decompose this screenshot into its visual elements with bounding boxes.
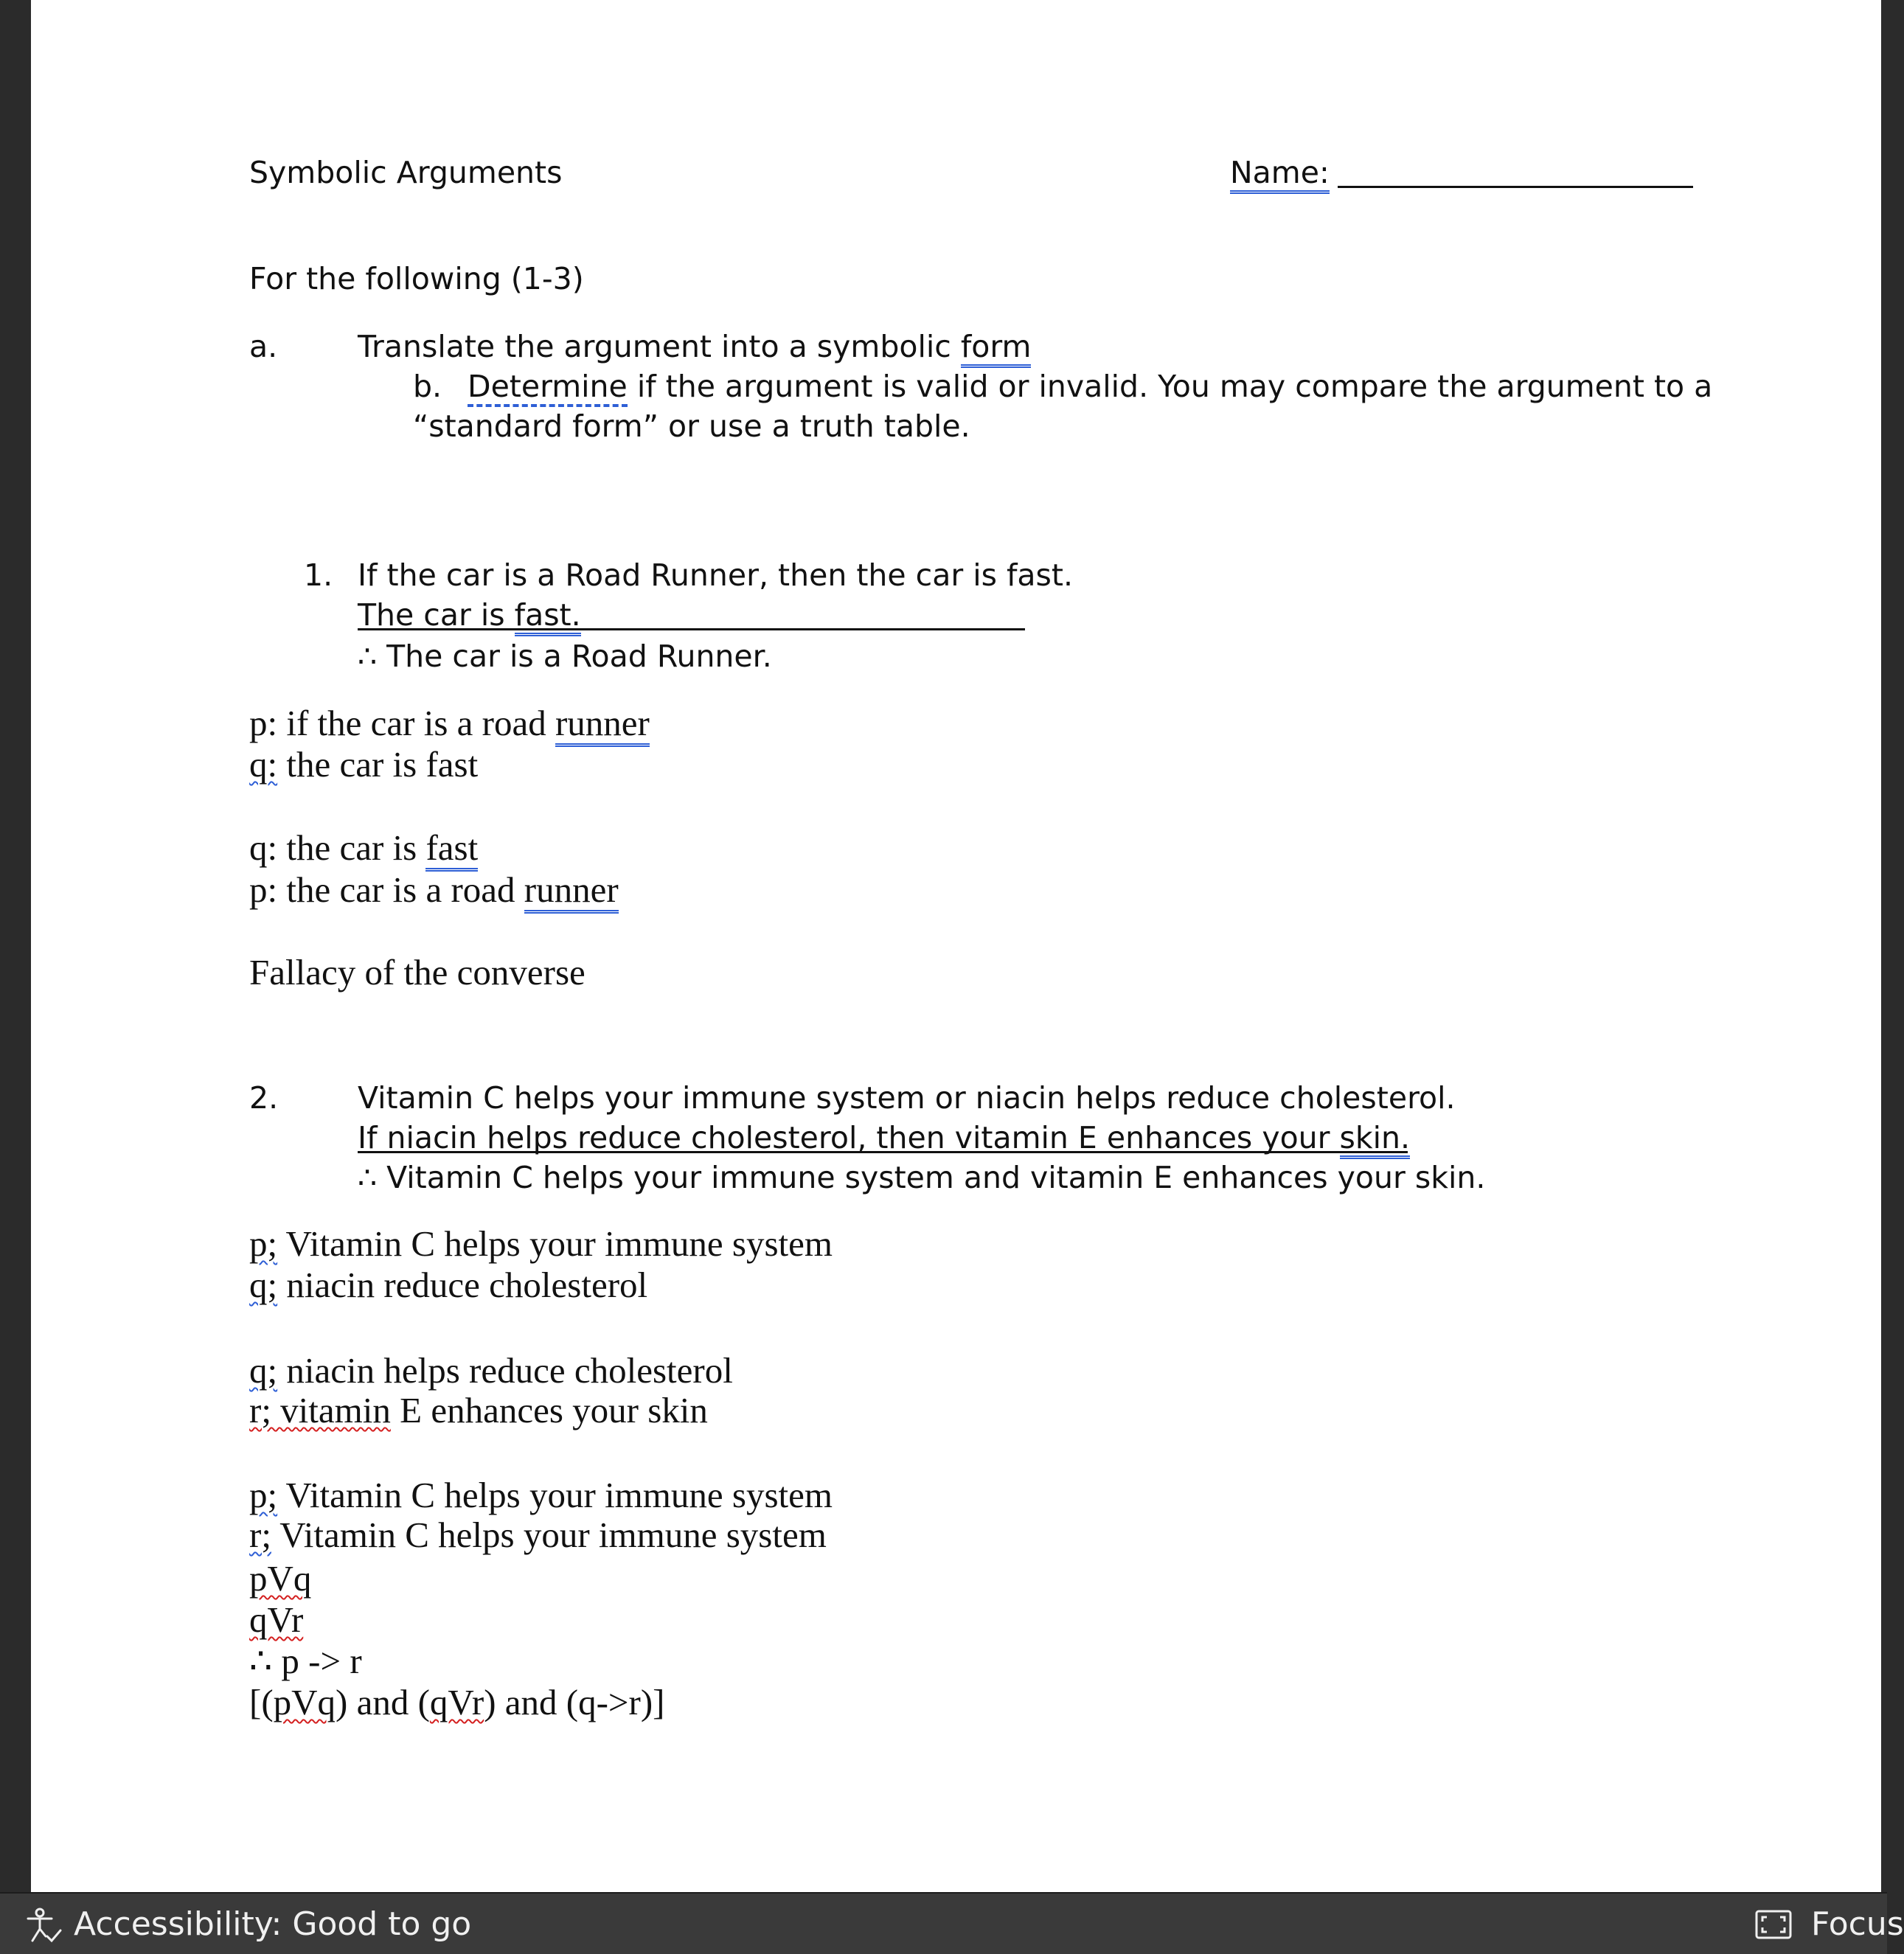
- problem-2-answer-q: q; niacin reduce cholesterol: [249, 1265, 648, 1305]
- instructions-intro: For the following (1-3): [249, 261, 584, 296]
- name-field[interactable]: [1230, 155, 1330, 190]
- problem-2-premise-1: Vitamin C helps your immune system or niacin helps reduce cholesterol.: [358, 1080, 1456, 1116]
- problem-2-premise-line: [358, 1151, 1408, 1153]
- accessibility-icon[interactable]: [25, 1907, 62, 1944]
- problem-2-answer-expression: [(pVq) and (qVr) and (q->r)]: [249, 1682, 665, 1722]
- problem-2-answer-r: r; vitamin E enhances your skin: [249, 1390, 708, 1430]
- problem-2-answer-conclusion: ∴ p -> r: [249, 1641, 362, 1681]
- problem-1-number: 1.: [304, 557, 333, 593]
- item-b-text-line2: “standard form” or use a truth table.: [413, 408, 970, 444]
- problem-2-answer-p2: p; Vitamin C helps your immune system: [249, 1475, 833, 1515]
- focus-button[interactable]: Focus: [1811, 1905, 1904, 1943]
- item-b-marker: b.: [413, 369, 442, 404]
- problem-2-answer-q2: q; niacin helps reduce cholesterol: [249, 1350, 733, 1391]
- problem-1-conclusion: ∴ The car is a Road Runner.: [358, 639, 772, 674]
- problem-2-answer-p: p; Vitamin C helps your immune system: [249, 1223, 833, 1264]
- focus-icon[interactable]: [1755, 1910, 1792, 1939]
- item-a-marker: a.: [249, 329, 278, 364]
- problem-2-number: 2.: [249, 1080, 279, 1116]
- problem-1-answer-p: p: if the car is a road runner: [249, 705, 650, 741]
- document-page: [31, 0, 1881, 1892]
- accessibility-status[interactable]: Accessibility: Good to go: [74, 1905, 472, 1943]
- document-title: Symbolic Arguments: [249, 155, 563, 190]
- problem-1-verdict: Fallacy of the converse: [249, 952, 586, 992]
- problem-2-answer-r2: r; Vitamin C helps your immune system: [249, 1515, 827, 1555]
- problem-1-answer-p2: p: the car is a road runner: [249, 872, 619, 908]
- problem-1-premise-line: [358, 628, 1025, 630]
- name-label: Name:: [1230, 155, 1330, 194]
- problem-1-premise-1: If the car is a Road Runner, then the car is fast.: [358, 557, 1074, 593]
- problem-1-answer-q2: q: the car is fast: [249, 830, 478, 866]
- name-blank-line: [1338, 186, 1693, 188]
- item-a-text: Translate the argument into a symbolic form: [358, 332, 1031, 362]
- problem-1-premise-2: The car is fast.: [358, 600, 581, 630]
- status-bar: [0, 1892, 1904, 1954]
- problem-2-conclusion: ∴ Vitamin C helps your immune system and vitamin E enhances your skin.: [358, 1160, 1486, 1195]
- item-b-text: Determine if the argument is valid or invalid. You may compare the argument to a: [468, 372, 1712, 402]
- problem-2-premise-2: If niacin helps reduce cholesterol, then vitamin E enhances your skin.: [358, 1123, 1410, 1153]
- problem-2-answer-pvq: pVq: [249, 1558, 312, 1599]
- problem-2-answer-qvr: qVr: [249, 1599, 304, 1640]
- problem-1-answer-q: q: the car is fast: [249, 744, 479, 785]
